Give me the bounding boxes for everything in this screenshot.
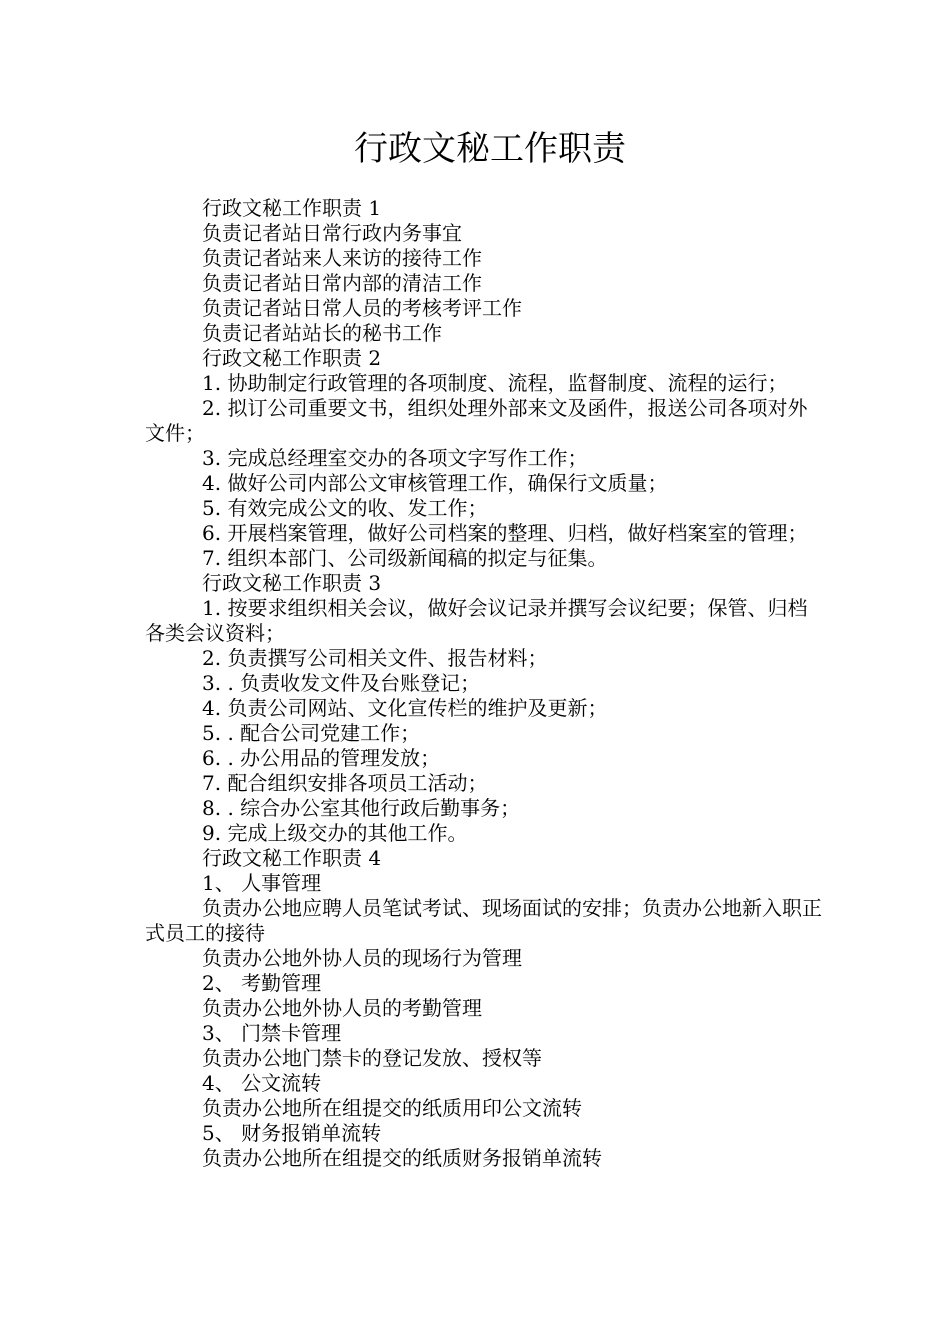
document-title: 行政文秘工作职责 xyxy=(354,129,626,169)
section-heading: 行政文秘工作职责 4 xyxy=(202,846,382,870)
paragraph: 负责办公地门禁卡的登记发放、授权等 xyxy=(202,1046,542,1070)
paragraph: 负责办公地所在组提交的纸质用印公文流转 xyxy=(202,1096,582,1120)
paragraph: 负责记者站站长的秘书工作 xyxy=(202,321,442,345)
section-heading: 行政文秘工作职责 2 xyxy=(202,346,382,370)
paragraph: 负责办公地外协人员的考勤管理 xyxy=(202,996,482,1020)
list-item: 1. 按要求组织相关会议，做好会议记录并撰写会议纪要；保管、归档各类会议资料； xyxy=(145,596,808,645)
paragraph: 负责记者站日常内部的清洁工作 xyxy=(202,271,482,295)
section-heading: 行政文秘工作职责 1 xyxy=(202,196,382,220)
list-item: 9. 完成上级交办的其他工作。 xyxy=(202,821,468,845)
list-item: 6. . 办公用品的管理发放； xyxy=(202,746,441,770)
document-body xyxy=(145,196,825,1171)
subsection-heading: 1、 人事管理 xyxy=(202,871,322,895)
paragraph: 负责办公地应聘人员笔试考试、现场面试的安排；负责办公地新入职正式员工的接待 xyxy=(145,896,822,945)
section-heading: 行政文秘工作职责 3 xyxy=(202,571,382,595)
list-item: 2. 拟订公司重要文书，组织处理外部来文及函件，报送公司各项对外文件； xyxy=(145,396,808,445)
paragraph: 负责办公地所在组提交的纸质财务报销单流转 xyxy=(202,1146,602,1170)
list-item: 3. 完成总经理室交办的各项文字写作工作； xyxy=(202,446,588,470)
list-item: 7. 组织本部门、公司级新闻稿的拟定与征集。 xyxy=(202,546,608,570)
paragraph: 负责记者站来人来访的接待工作 xyxy=(202,246,482,270)
paragraph: 负责记者站日常行政内务事宜 xyxy=(202,221,462,245)
document-page xyxy=(145,120,825,1171)
subsection-heading: 3、 门禁卡管理 xyxy=(202,1021,342,1045)
list-item: 5. . 配合公司党建工作； xyxy=(202,721,421,745)
list-item: 6. 开展档案管理，做好公司档案的整理、归档，做好档案室的管理； xyxy=(202,521,808,545)
paragraph: 负责记者站日常人员的考核考评工作 xyxy=(202,296,522,320)
subsection-heading: 5、 财务报销单流转 xyxy=(202,1121,382,1145)
list-item: 1. 协助制定行政管理的各项制度、流程，监督制度、流程的运行； xyxy=(202,371,788,395)
list-item: 4. 负责公司网站、文化宣传栏的维护及更新； xyxy=(202,696,608,720)
list-item: 2. 负责撰写公司相关文件、报告材料； xyxy=(202,646,548,670)
paragraph: 负责办公地外协人员的现场行为管理 xyxy=(202,946,522,970)
list-item: 7. 配合组织安排各项员工活动； xyxy=(202,771,488,795)
subsection-heading: 2、 考勤管理 xyxy=(202,971,322,995)
list-item: 4. 做好公司内部公文审核管理工作，确保行文质量； xyxy=(202,471,668,495)
list-item: 8. . 综合办公室其他行政后勤事务； xyxy=(202,796,521,820)
list-item: 3. . 负责收发文件及台账登记； xyxy=(202,671,481,695)
list-item: 5. 有效完成公文的收、发工作； xyxy=(202,496,488,520)
subsection-heading: 4、 公文流转 xyxy=(202,1071,322,1095)
